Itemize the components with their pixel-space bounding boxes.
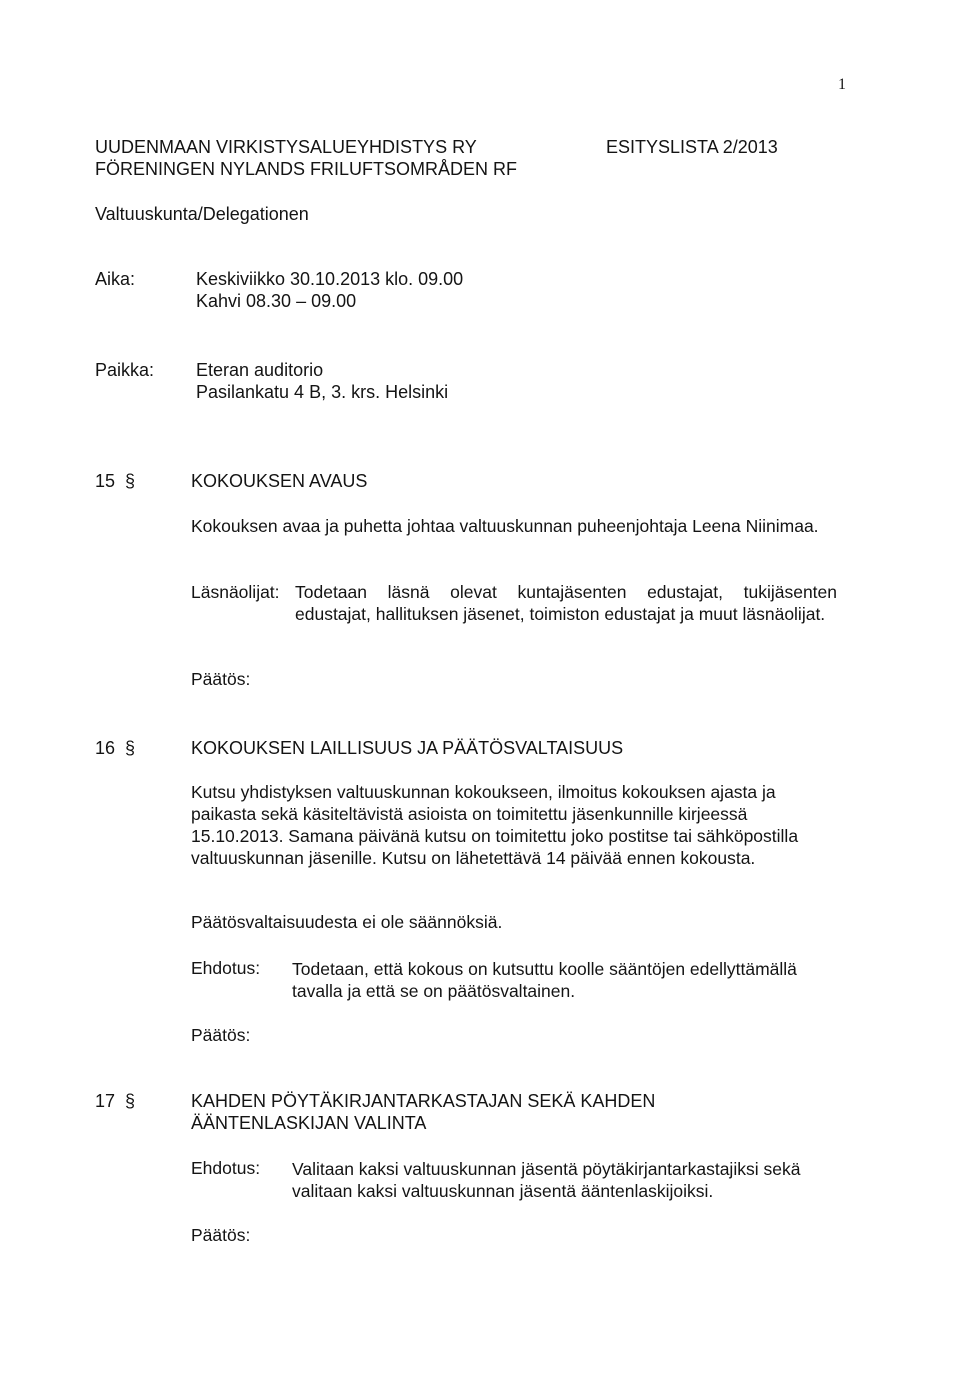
attendees-text	[295, 581, 837, 625]
time-line-1: Keskiviikko 30.10.2013 klo. 09.00	[196, 269, 464, 289]
proposal-text: Valitaan kaksi valtuuskunnan jäsentä pöytäkirjantarkastajiksi sekä valitaan kaksi valtuuskunnan jäsentä ääntenlaskijoiksi.	[292, 1159, 801, 1201]
decision-label: Päätös:	[191, 1225, 251, 1245]
place-line-1: Eteran auditorio	[196, 360, 324, 380]
decision-label: Päätös:	[191, 669, 251, 689]
section-15-body: Kokouksen avaa ja puhetta johtaa valtuuskunnan puheenjohtaja Leena Niinimaa.	[191, 516, 819, 536]
time-line-2: Kahvi 08.30 – 09.00	[196, 291, 357, 311]
section-sign-icon: §	[120, 1091, 136, 1111]
time-label: Aika:	[95, 269, 136, 289]
section-16-title: KOKOUKSEN LAILLISUUS JA PÄÄTÖSVALTAISUUS	[191, 738, 624, 758]
section-sign-icon: §	[120, 738, 136, 758]
section-17-heading	[95, 1090, 135, 1112]
place-line-2: Pasilankatu 4 B, 3. krs. Helsinki	[196, 382, 449, 402]
proposal-label: Ehdotus:	[191, 1158, 261, 1178]
organization-name-fi: UUDENMAAN VIRKISTYSALUEYHDISTYS RY	[95, 137, 477, 157]
section-sign-icon: §	[120, 471, 136, 491]
proposal-label: Ehdotus:	[191, 958, 261, 978]
section-number: 16	[95, 738, 116, 758]
section-16-heading	[95, 737, 135, 759]
section-17-title-line-1: KAHDEN PÖYTÄKIRJANTARKASTAJAN SEKÄ KAHDEN	[191, 1091, 656, 1111]
section-17-title-line-2: ÄÄNTENLASKIJAN VALINTA	[191, 1113, 427, 1133]
section-number: 17	[95, 1091, 116, 1111]
decision-label: Päätös:	[191, 1025, 251, 1045]
section-15-heading	[95, 470, 135, 492]
document-id: ESITYSLISTA 2/2013	[606, 137, 778, 157]
section-15-title: KOKOUKSEN AVAUS	[191, 471, 368, 491]
proposal-text: Todetaan, että kokous on kutsuttu koolle sääntöjen edellyttämällä tavalla ja että se on päätösvaltainen.	[292, 959, 797, 1001]
section-number: 15	[95, 471, 116, 491]
page-number: 1	[838, 76, 846, 93]
meeting-body: Valtuuskunta/Delegationen	[95, 204, 309, 224]
attendees-text-content: Todetaan läsnä olevat kuntajäsenten edustajat, tukijäsenten edustajat, hallituksen jäsenet, toimiston edustajat ja muut läsnäolijat.	[295, 582, 837, 624]
section-16-body-2: Päätösvaltaisuudesta ei ole säännöksiä.	[191, 912, 503, 932]
organization-name-sv: FÖRENINGEN NYLANDS FRILUFTSOMRÅDEN RF	[95, 159, 518, 179]
section-16-body: Kutsu yhdistyksen valtuuskunnan kokoukseen, ilmoitus kokouksen ajasta ja paikasta sekä käsiteltävistä asioista on toimitettu jäsenkunnille kirjeessä 15.10.2013. Samana päivänä kutsu on toimitettu joko postitse tai sähköpostilla valtuuskunnan jäsenille. Kutsu on lähetettävä 14 päivää ennen kokousta.	[191, 782, 799, 868]
attendees-label: Läsnäolijat:	[191, 582, 280, 602]
place-label: Paikka:	[95, 360, 155, 380]
